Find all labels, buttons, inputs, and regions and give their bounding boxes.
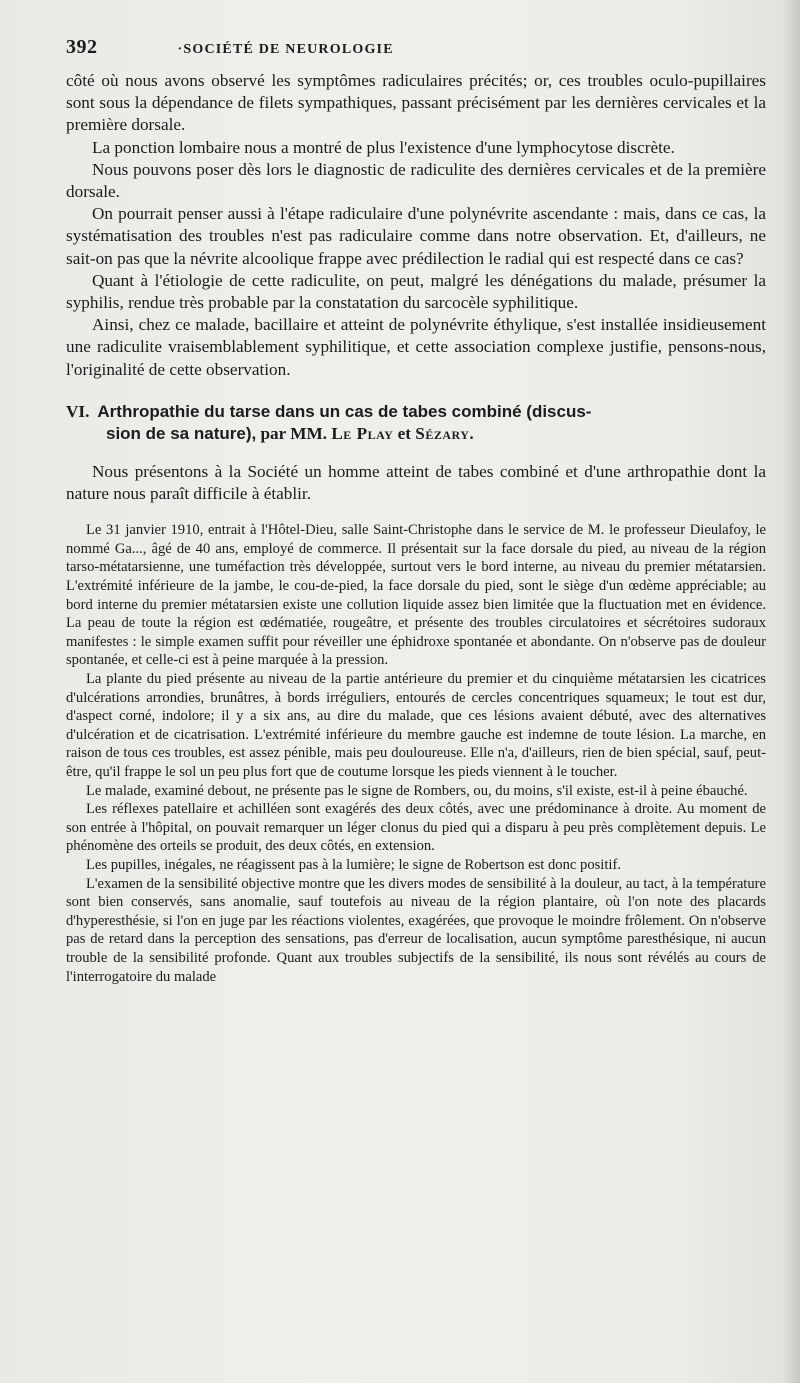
page-number: 392 — [66, 36, 98, 58]
case-paragraph: Le 31 janvier 1910, entrait à l'Hôtel-Dieu, salle Saint-Christophe dans le service de M. le professeur Dieulafoy, le nommé Ga..., âgé de 40 ans, employé de commerce. Il présentait sur la face dorsale du pied, au niveau de la région tarso-métatarsienne, une tuméfaction très développée, surtout vers le bord interne, au niveau du premier métatarsien. L'extrémité inférieure de la jambe, le cou-de-pied, la face dorsale du pied, sont le siège d'un œdème appréciable; au bord interne du premier métatarsien existe une collution liquide assez bien limitée que la fluctuation met en évidence. La peau de toute la région est œdématiée, rougeâtre, et présente des troubles circulatoires et sécrétoires sudoraux manifestes : le simple examen suffit pour réveiller une éphidroxe spontanée et abondante. On n'observe pas de douleur spontanée, et celle-ci est à peine marquée à la pression. — [66, 522, 766, 669]
case-paragraph: Les pupilles, inégales, ne réagissent pas à la lumière; le signe de Robertson est donc positif. — [86, 856, 621, 873]
paragraph: La ponction lombaire nous a montré de plus l'existence d'une lymphocytose discrète. — [92, 137, 675, 157]
section-title-line1: Arthropathie du tarse dans un cas de tabes combiné (discus- — [97, 401, 592, 421]
page-edge-shadow — [782, 0, 800, 1383]
journal-title: ·SOCIÉTÉ DE NEUROLOGIE — [177, 42, 394, 57]
byline-suffix: . — [469, 423, 474, 443]
section-title-line2: sion de sa nature), — [106, 423, 257, 443]
paragraph: On pourrait penser aussi à l'étape radiculaire d'une polynévrite ascendante : mais, dans ce cas, la systématisation des troubles n'est pas radiculaire comme dans notre observation. Et, d'ailleurs, ne sait-on pas que la névrite alcoolique frappe avec prédilection le radial qui est respecté dans ce cas? — [66, 204, 766, 268]
byline-conjunction: et — [393, 423, 416, 443]
case-paragraph: Les réflexes patellaire et achilléen sont exagérés des deux côtés, avec une prédominance à droite. Au moment de son entrée à l'hôpital, on pouvait remarquer un léger clonus du pied qui a disparu à peu près complètement depuis. Le phénomène des orteils se produit, des deux côtés, en extension. — [66, 801, 766, 855]
section-heading — [66, 401, 766, 445]
case-paragraph: La plante du pied présente au niveau de la partie antérieure du premier et du cinquième métatarsien les cicatrices d'ulcérations arrondies, brunâtres, à bords irréguliers, entourés de cercles concentriques squameux; le tout est dur, d'aspect corné, indolore; il y a six ans, au dire du malade, que ces lésions avaient débuté, avec des alternatives d'ulcération et de cicatrisation. L'extrémité inférieure du membre gauche est indemne de toute lésion. La marche, en raison de tous ces troubles, est assez pénible, mais peu douloureuse. Elle n'a, d'ailleurs, rien de bien spécial, sauf, peut-être, qu'il frappe le sol un peu plus fort que de coutume lorsque les pieds viennent à le toucher. — [66, 671, 766, 780]
author-name: Sézary — [415, 423, 470, 443]
paragraph: Nous pouvons poser dès lors le diagnostic de radiculite des dernières cervicales et de la première dorsale. — [66, 159, 766, 202]
case-paragraph: L'examen de la sensibilité objective montre que les divers modes de sensibilité à la douleur, au tact, à la température sont bien conservés, sans anomalie, sauf toutefois au niveau de la région plantaire, où l'on note des placards d'hyperesthésie, si l'on en juge par les réactions violentes, exagérées, que provoque le moindre frôlement. On n'observe pas de retard dans la perception des sensations, pas d'erreur de localisation, aucun symptôme paresthésique, ni aucun trouble de la sensibilité profonde. Quant aux troubles subjectifs de la sensibilité, ils nous sont révélés au cours de l'interrogatoire du malade — [66, 875, 766, 985]
paragraph: Quant à l'étiologie de cette radiculite, on peut, malgré les dénégations du malade, présumer la syphilis, rendue très probable par la constatation du sarcocèle syphilitique. — [66, 270, 766, 313]
author-name: Le Play — [331, 423, 394, 443]
case-paragraph: Le malade, examiné debout, ne présente pas le signe de Rombers, ou, du moins, s'il existe, est-il à peine ébauché. — [86, 782, 748, 799]
section-intro: Nous présentons à la Société un homme atteint de tabes combiné et d'une arthropathie dont la nature nous paraît difficile à établir. — [66, 461, 766, 504]
byline-prefix: par MM. — [256, 423, 332, 443]
paragraph: côté où nous avons observé les symptômes radiculaires précités; or, ces troubles oculo-pupillaires sont sous la dépendance de filets sympathiques, passant précisément par les dernières cervicales et la première dorsale. — [66, 71, 766, 135]
paragraph: Ainsi, chez ce malade, bacillaire et atteint de polynévrite éthylique, s'est installée insidieusement une radiculite vraisemblablement syphilitique, et cette association complexe justifie, pensons-nous, l'originalité de cette observation. — [66, 315, 766, 379]
running-head — [66, 36, 766, 70]
section-number: VI. — [66, 401, 90, 421]
